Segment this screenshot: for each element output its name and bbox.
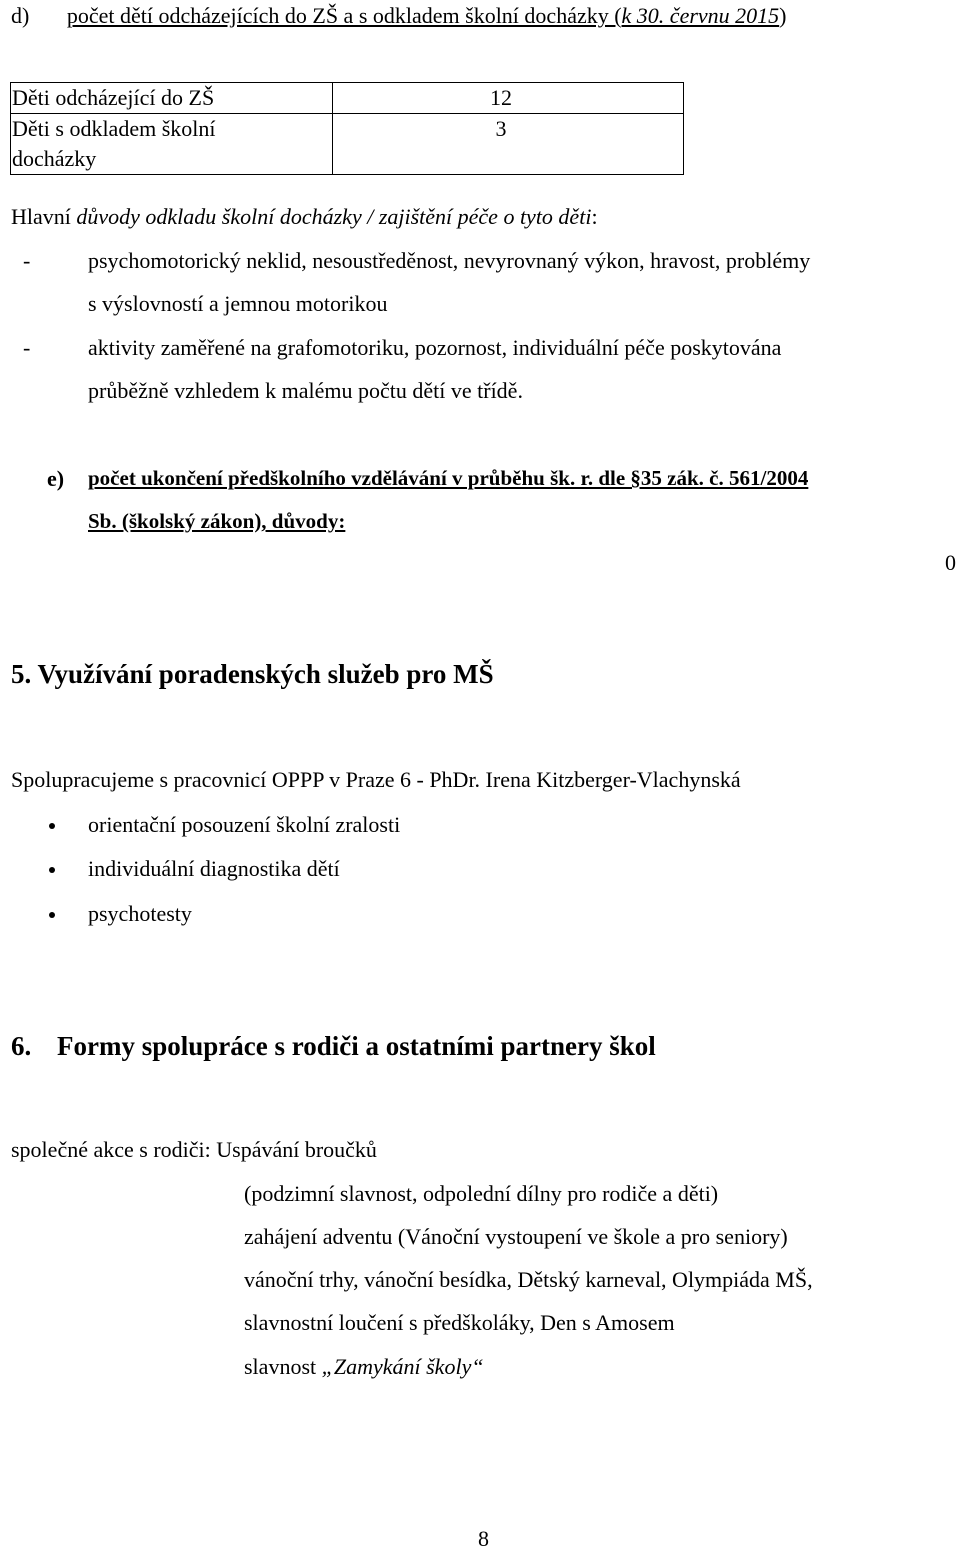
list-item: psychotesty <box>88 901 192 926</box>
reason-item-line1: aktivity zaměřené na grafomotoriku, pozornost, individuální péče poskytována <box>88 335 782 360</box>
table-cell-label: Děti odcházející do ZŠ <box>11 83 333 114</box>
table-row <box>11 83 684 114</box>
table-row <box>11 114 684 175</box>
list-dash: - <box>23 335 31 360</box>
list-item: individuální diagnostika dětí <box>88 856 340 881</box>
bullet-icon <box>49 912 55 918</box>
table-cell-label: Děti s odkladem školní docházky <box>11 114 333 175</box>
section-5-title: 5. Využívání poradenských služeb pro MŠ <box>11 659 494 689</box>
activity-line: zahájení adventu (Vánoční vystoupení ve škole a pro seniory) <box>244 1224 788 1249</box>
reasons-intro: Hlavní důvody odkladu školní docházky / zajištění péče o tyto děti: <box>11 204 598 229</box>
section-d-letter: d) <box>11 3 30 28</box>
section-d-title: počet dětí odcházejících do ZŠ a s odkladem školní docházky (k 30. červnu 2015 <box>66 3 780 28</box>
reason-item-line2: s výslovností a jemnou motorikou <box>88 291 388 316</box>
section-e-value: 0 <box>945 550 956 575</box>
activity-line: slavnostní loučení s předškoláky, Den s Amosem <box>244 1310 675 1335</box>
section-6-intro: společné akce s rodiči: Uspávání broučků <box>11 1137 377 1162</box>
bullet-icon <box>49 823 55 829</box>
section-e-heading-line1: počet ukončení předškolního vzdělávání v průběhu šk. r. dle §35 zák. č. 561/2004 <box>88 466 809 490</box>
section-6-title: Formy spolupráce s rodiči a ostatními partnery škol <box>57 1031 656 1061</box>
reason-item-line1: psychomotorický neklid, nesoustředěnost, nevyrovnaný výkon, hravost, problémy <box>88 248 811 273</box>
activity-line-last: slavnost „Zamykání školy“ <box>244 1354 484 1379</box>
activity-line: (podzimní slavnost, odpolední dílny pro rodiče a děti) <box>244 1181 719 1206</box>
table-cell-value: 12 <box>333 83 684 114</box>
reason-item-line2: průběžně vzhledem k malému počtu dětí ve třídě. <box>88 378 523 403</box>
section-e-letter: e) <box>47 466 65 491</box>
section-d-heading: d) počet dětí odcházejících do ZŠ a s odkladem školní docházky (k 30. červnu 2015) <box>11 3 787 28</box>
page-number: 8 <box>478 1526 489 1551</box>
bullet-icon <box>49 867 55 873</box>
children-table <box>10 82 684 175</box>
activity-line: vánoční trhy, vánoční besídka, Dětský karneval, Olympiáda MŠ, <box>244 1267 813 1292</box>
list-item: orientační posouzení školní zralosti <box>88 812 401 837</box>
section-6-number: 6. <box>11 1031 32 1061</box>
section-5-intro: Spolupracujeme s pracovnicí OPPP v Praze 6 - PhDr. Irena Kitzberger-Vlachynská <box>11 767 741 792</box>
list-dash: - <box>23 248 31 273</box>
section-e-heading-line2: Sb. (školský zákon), důvody: <box>88 509 346 533</box>
table-cell-value: 3 <box>333 114 684 175</box>
